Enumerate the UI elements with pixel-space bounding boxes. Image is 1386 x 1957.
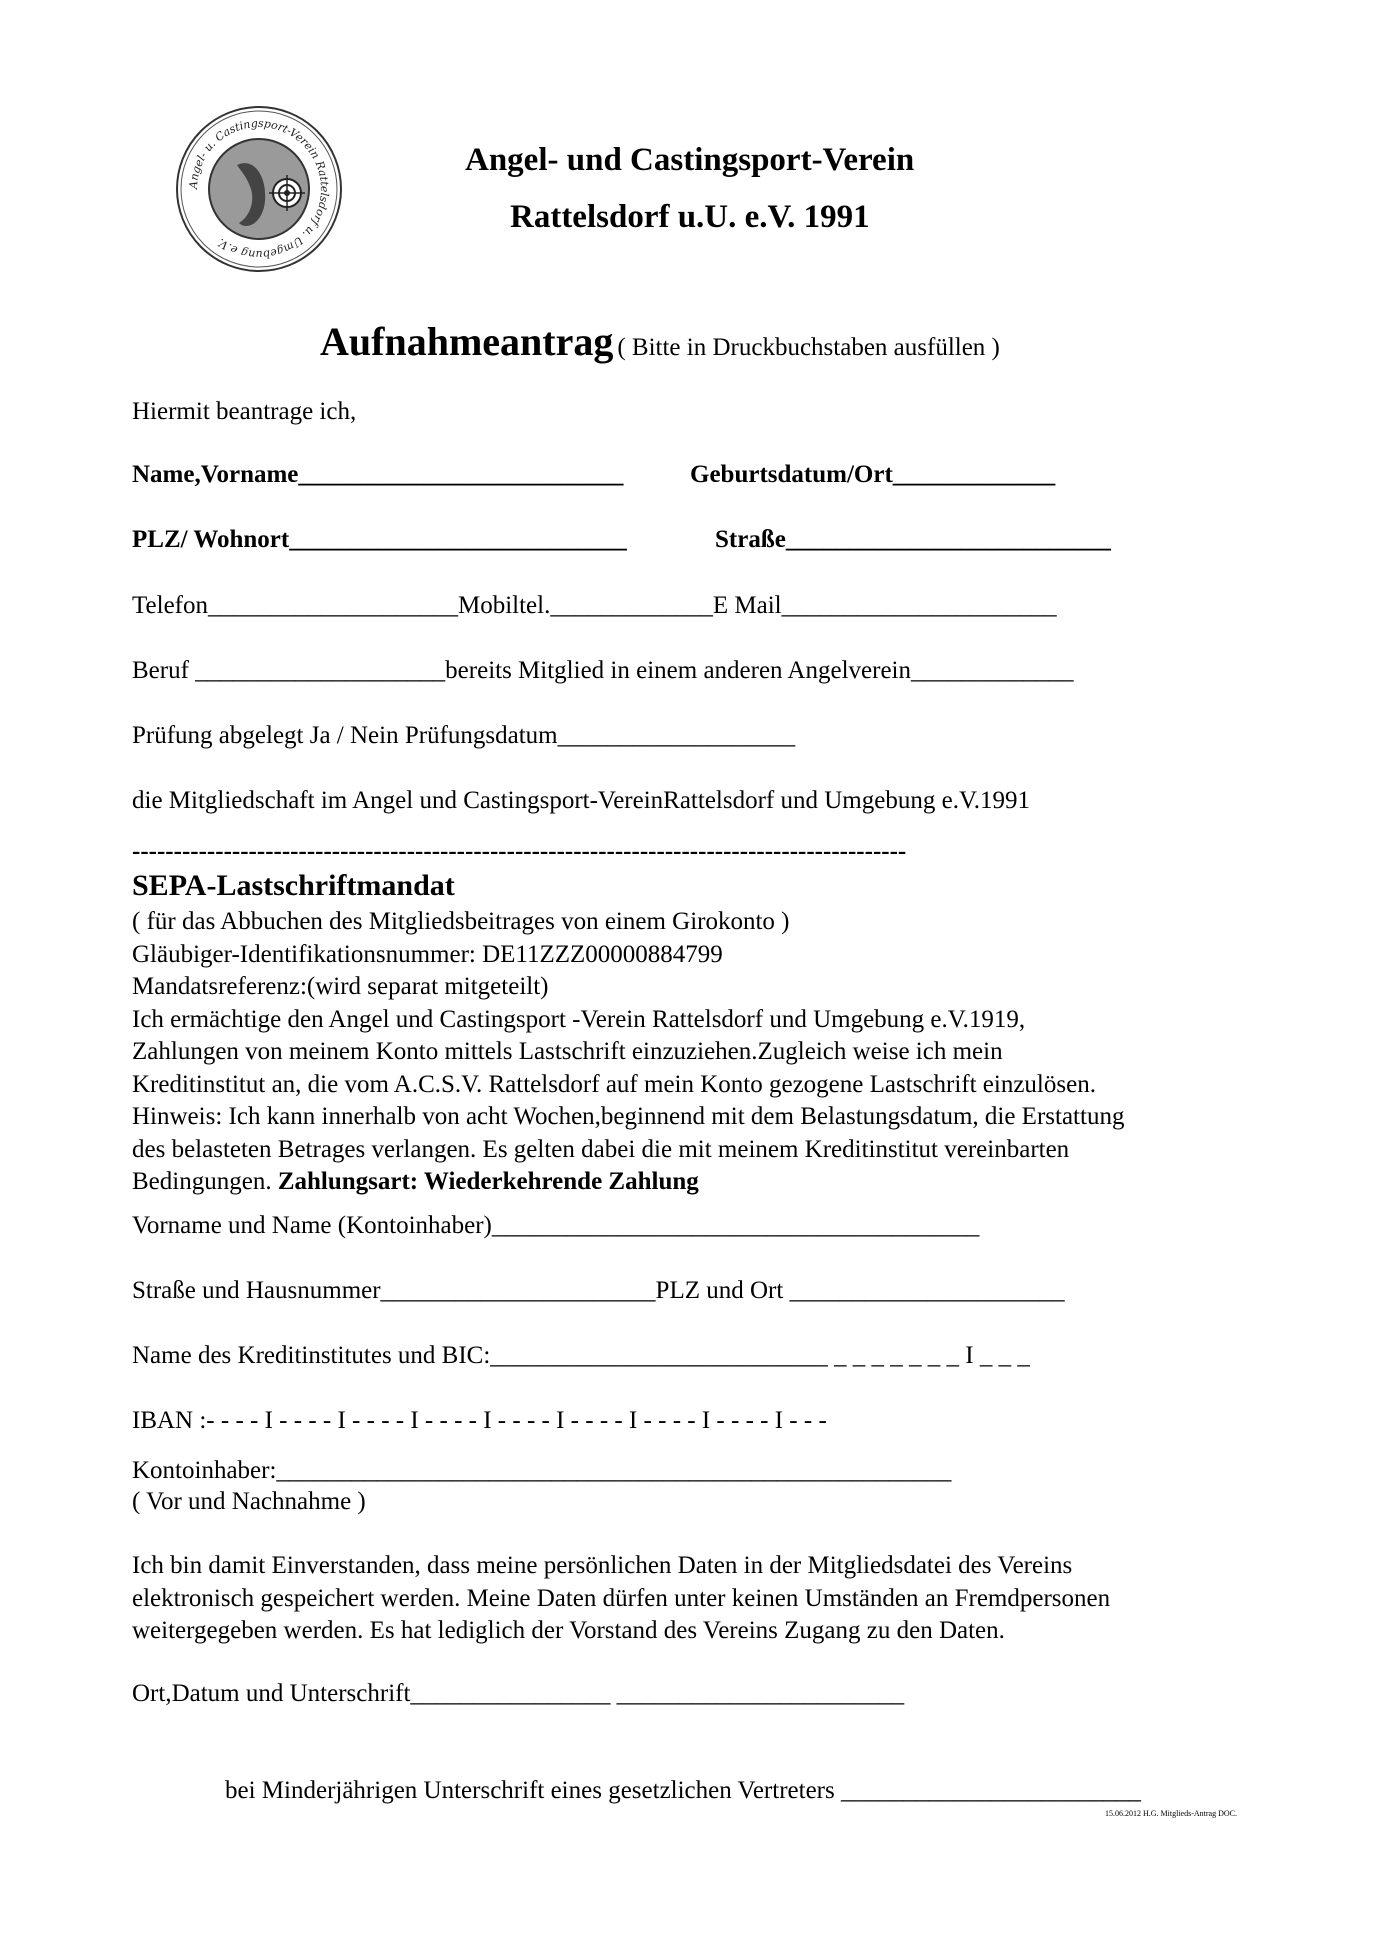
sepa-line: ( für das Abbuchen des Mitgliedsbeitrages von einem Girokonto ) <box>132 908 790 935</box>
bank-bic-field[interactable]: Name des Kreditinstitutes und BIC:___________________________ _ _ _ _ _ _ _ I _ _ _ <box>132 1342 1030 1369</box>
job-field[interactable]: Beruf ____________________bereits Mitglied in einem anderen Angelverein_____________ <box>132 657 1074 684</box>
owner-note: ( Vor und Nachnahme ) <box>132 1488 366 1515</box>
birth-field[interactable]: Geburtsdatum/Ort_____________ <box>690 461 1056 488</box>
form-title-note: ( Bitte in Druckbuchstaben ausfüllen ) <box>617 334 1000 361</box>
form-title-main: Aufnahmeantrag <box>320 319 614 364</box>
owner-field[interactable]: Kontoinhaber:______________________________________________________ <box>132 1457 952 1484</box>
street-field[interactable]: Straße__________________________ <box>715 526 1111 553</box>
minor-signature-field[interactable]: bei Minderjährigen Unterschrift eines gesetzlichen Vertreters ________________________ <box>225 1777 1141 1804</box>
sepa-text <box>132 906 1124 1199</box>
exam-field[interactable]: Prüfung abgelegt Ja / Nein Prüfungsdatum___________________ <box>132 722 796 749</box>
membership-text: die Mitgliedschaft im Angel und Castingsport-VereinRattelsdorf und Umgebung e.V.1991 <box>132 787 1031 814</box>
logo-ring-text: Angel- u. Castingsport-Verein Rattelsdorf u. Umgebung e.V. <box>186 116 332 262</box>
sepa-last-line: Bedingungen. <box>132 1168 278 1195</box>
sepa-line: Gläubiger-Identifikationsnummer: DE11ZZZ00000884799 <box>132 940 723 968</box>
sepa-line: Mandatsreferenz:(wird separat mitgeteilt) <box>132 973 549 1000</box>
iban-field[interactable]: IBAN :- - - - I - - - - I - - - - I - - - - I - - - - I - - - - I - - - - I - - - - I - - - <box>132 1407 827 1434</box>
plz-field[interactable]: PLZ/ Wohnort___________________________ <box>132 526 627 553</box>
signature-field[interactable]: Ort,Datum und Unterschrift________________ _______________________ <box>132 1680 905 1707</box>
consent-text <box>132 1550 1110 1648</box>
sepa-line <box>132 1166 1124 1199</box>
form-title <box>320 318 1000 365</box>
sepa-line: Ich ermächtige den Angel und Castingsport -Verein Rattelsdorf und Umgebung e.V.1919, <box>132 1005 1026 1033</box>
sepa-line: des belasteten Betrages verlangen. Es gelten dabei die mit meinem Kreditinstitut vereinbarten <box>132 1135 1070 1163</box>
intro-text: Hiermit beantrage ich, <box>132 398 357 425</box>
sepa-line: Kreditinstitut an, die vom A.C.S.V. Rattelsdorf auf mein Konto gezogene Lastschrift einzulösen. <box>132 1070 1096 1098</box>
phone-field[interactable]: Telefon____________________Mobiltel._____________E Mail______________________ <box>132 592 1057 619</box>
footer-note: 15.06.2012 H.G. Mitglieds-Antrag DOC. <box>1105 1809 1237 1818</box>
sepa-title: SEPA-Lastschriftmandat <box>132 869 455 902</box>
club-name: Angel- und Castingsport-Verein <box>465 142 915 178</box>
payment-type: Zahlungsart: Wiederkehrende Zahlung <box>277 1168 699 1195</box>
consent-line: elektronisch gespeichert werden. Meine Daten dürfen unter keinen Umständen an Fremdpersonen <box>132 1584 1111 1612</box>
sepa-line: Zahlungen von meinem Konto mittels Lastschrift einzuziehen.Zugleich weise ich mein <box>132 1038 1003 1065</box>
club-logo <box>175 105 343 273</box>
club-location: Rattelsdorf u.U. e.V. 1991 <box>510 199 870 235</box>
account-holder-field[interactable]: Vorname und Name (Kontoinhaber)_______________________________________ <box>132 1212 980 1239</box>
sepa-line: Hinweis: Ich kann innerhalb von acht Wochen,beginnend mit dem Belastungsdatum, die Erstattung <box>132 1103 1125 1130</box>
consent-line: weitergegeben werden. Es hat lediglich der Vorstand des Vereins Zugang zu den Daten. <box>132 1617 1005 1644</box>
account-street-field[interactable]: Straße und Hausnummer______________________PLZ und Ort ______________________ <box>132 1277 1065 1304</box>
name-field[interactable]: Name,Vorname__________________________ <box>132 461 624 488</box>
divider: --------------------------------------------------------------------------------------------- <box>132 838 907 865</box>
consent-line: Ich bin damit Einverstanden, dass meine persönlichen Daten in der Mitgliedsdatei des Vereins <box>132 1552 1073 1579</box>
